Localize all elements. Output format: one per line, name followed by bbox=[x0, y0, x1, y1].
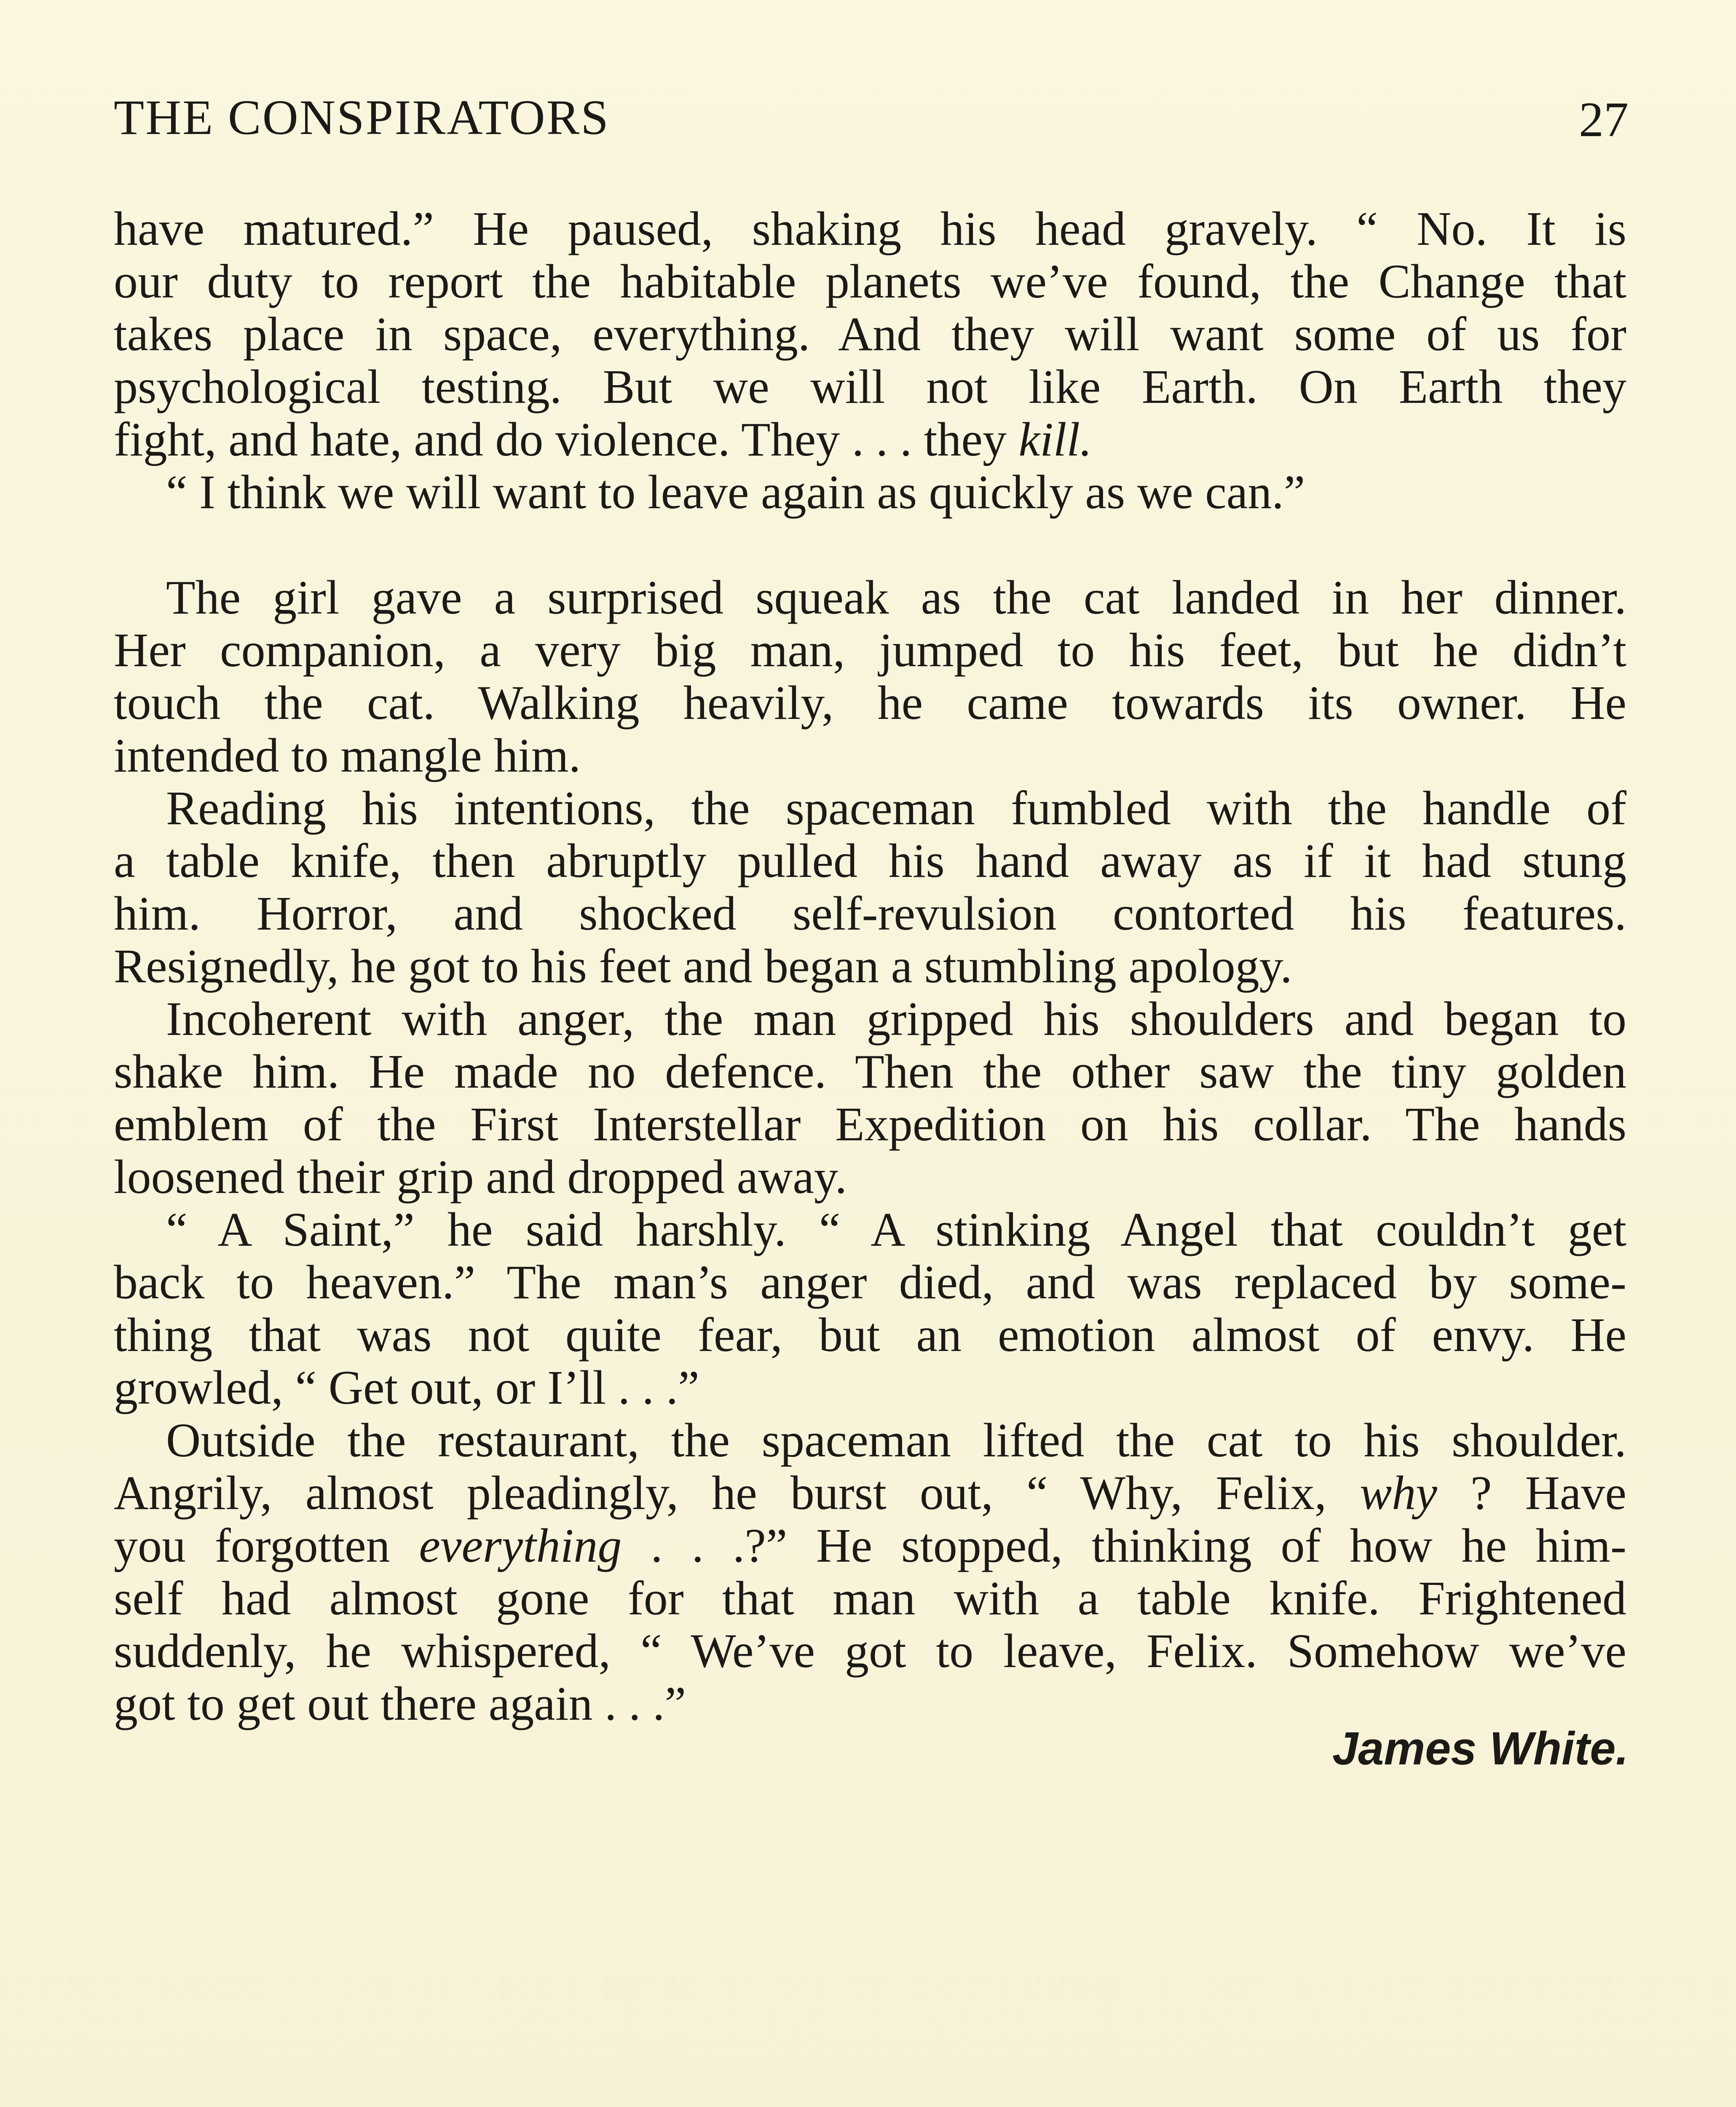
text-line-segment: growled, “ Get out, or I’ll . . .” bbox=[114, 1361, 699, 1414]
text-line-segment: Angrily, almost pleadingly, he burst out, “ Why, Felix, bbox=[114, 1466, 1360, 1520]
text-line-segment: “ A Saint,” he said harshly. “ A stinking Angel that couldn’t get bbox=[166, 1203, 1626, 1256]
text-line-segment: ? Have bbox=[1437, 1466, 1626, 1520]
text-line bbox=[114, 1414, 1626, 1466]
text-line-segment: psychological testing. But we will not like Earth. On Earth they bbox=[114, 360, 1626, 413]
text-line-segment: thing that was not quite fear, but an emotion almost of envy. He bbox=[114, 1308, 1626, 1362]
text-line-segment: self had almost gone for that man with a table knife. Frightened bbox=[114, 1571, 1626, 1625]
text-line-segment: a table knife, then abruptly pulled his hand away as if it had stung bbox=[114, 834, 1626, 887]
text-line bbox=[114, 1150, 1626, 1203]
story-text bbox=[114, 202, 1626, 1730]
text-line bbox=[114, 308, 1626, 360]
text-line-segment: The girl gave a surprised squeak as the cat landed in her dinner. bbox=[166, 571, 1626, 624]
text-line bbox=[114, 1572, 1626, 1624]
text-line-segment: loosened their grip and dropped away. bbox=[114, 1150, 847, 1204]
italic-emphasis: kill. bbox=[1018, 413, 1092, 466]
text-line-segment: Her companion, a very big man, jumped to his feet, but he didn’t bbox=[114, 623, 1626, 677]
text-line bbox=[114, 571, 1626, 624]
text-line bbox=[114, 1098, 1626, 1150]
text-line-segment: Reading his intentions, the spaceman fumbled with the handle of bbox=[166, 781, 1626, 835]
text-line bbox=[114, 1256, 1626, 1308]
text-line-segment: fight, and hate, and do violence. They . . . they bbox=[114, 413, 1019, 466]
text-line bbox=[114, 1519, 1626, 1572]
text-line bbox=[114, 782, 1626, 834]
text-line bbox=[114, 1203, 1626, 1256]
paragraph-gap bbox=[114, 518, 1626, 571]
text-line bbox=[114, 834, 1626, 887]
page-number: 27 bbox=[1579, 92, 1629, 147]
text-line-segment: touch the cat. Walking heavily, he came towards its owner. He bbox=[114, 676, 1626, 729]
text-line bbox=[114, 729, 1626, 782]
text-line-segment: have matured.” He paused, shaking his head gravely. “ No. It is bbox=[114, 202, 1626, 255]
text-line bbox=[114, 1361, 1626, 1414]
text-line bbox=[114, 1308, 1626, 1361]
text-line bbox=[114, 413, 1626, 466]
text-line bbox=[114, 360, 1626, 413]
running-title: THE CONSPIRATORS bbox=[114, 90, 610, 145]
text-line bbox=[114, 676, 1626, 729]
text-line-segment: got to get out there again . . .” bbox=[114, 1677, 686, 1730]
text-line bbox=[114, 1466, 1626, 1519]
text-line bbox=[114, 940, 1626, 992]
text-line-segment: Outside the restaurant, the spaceman lifted the cat to his shoulder. bbox=[166, 1413, 1626, 1467]
text-line bbox=[114, 992, 1626, 1045]
text-line-segment: you forgotten bbox=[114, 1519, 419, 1572]
text-line-segment: him. Horror, and shocked self-revulsion contorted his features. bbox=[114, 887, 1626, 940]
text-line bbox=[114, 1045, 1626, 1098]
text-line-segment: Resignedly, he got to his feet and began a stumbling apology. bbox=[114, 939, 1292, 993]
text-line-segment: takes place in space, everything. And they will want some of us for bbox=[114, 307, 1626, 361]
text-line bbox=[114, 1624, 1626, 1677]
text-line-segment: back to heaven.” The man’s anger died, and was replaced by some- bbox=[114, 1255, 1626, 1309]
text-line bbox=[114, 255, 1626, 308]
italic-emphasis: why bbox=[1360, 1466, 1437, 1520]
text-line-segment: “ I think we will want to leave again as quickly as we can.” bbox=[166, 465, 1305, 519]
text-line bbox=[114, 624, 1626, 676]
text-line-segment: our duty to report the habitable planets we’ve found, the Change that bbox=[114, 255, 1626, 308]
text-line-segment: suddenly, he whispered, “ We’ve got to leave, Felix. Somehow we’ve bbox=[114, 1624, 1626, 1678]
text-line-segment: intended to mangle him. bbox=[114, 729, 581, 782]
italic-emphasis: everything bbox=[419, 1519, 622, 1572]
text-line bbox=[114, 202, 1626, 255]
text-line bbox=[114, 466, 1626, 518]
text-line bbox=[114, 887, 1626, 940]
text-line-segment: . . .?” He stopped, thinking of how he him- bbox=[622, 1519, 1626, 1572]
author-signature: James White. bbox=[1332, 1723, 1629, 1775]
text-line-segment: emblem of the First Interstellar Expedition on his collar. The hands bbox=[114, 1097, 1626, 1151]
text-line bbox=[114, 1677, 1626, 1730]
text-line-segment: Incoherent with anger, the man gripped his shoulders and began to bbox=[166, 992, 1626, 1045]
text-line-segment: shake him. He made no defence. Then the other saw the tiny golden bbox=[114, 1045, 1626, 1098]
